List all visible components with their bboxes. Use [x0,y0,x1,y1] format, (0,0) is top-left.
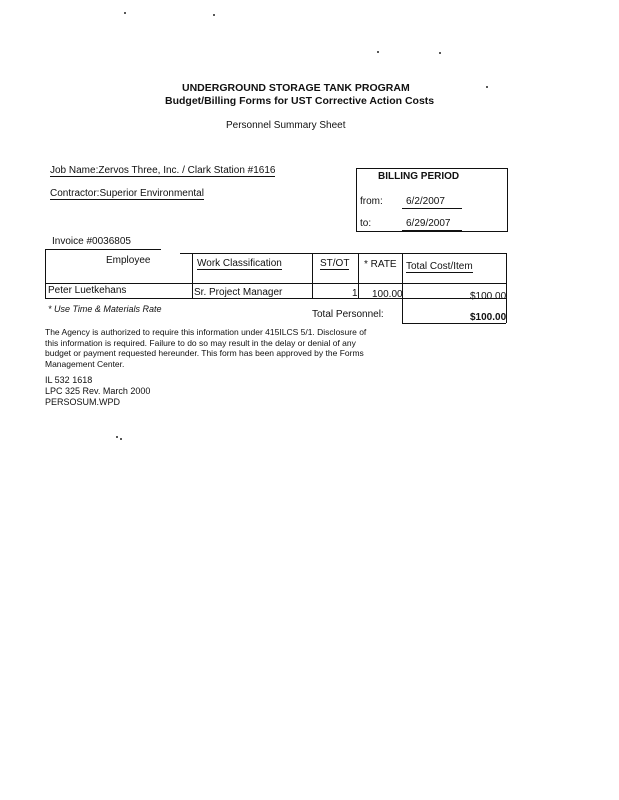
row-employee: Peter Luetkehans [48,285,127,296]
billing-to-value: 6/29/2007 [406,218,451,229]
contractor-value: Superior Environmental [99,188,204,199]
scan-speck [377,51,379,53]
row-work-classification: Sr. Project Manager [194,287,283,298]
form-code: IL 532 1618 [45,375,93,385]
scan-speck [486,86,488,88]
job-name-value: Zervos Three, Inc. / Clark Station #1616 [98,165,276,176]
billing-to-label: to: [360,218,372,229]
row-st-ot: 1 [352,288,358,299]
header-work-classification: Work Classification [197,258,282,269]
invoice-number [52,236,131,247]
total-personnel-value: $100.00 [470,312,507,323]
table-header-bottom [45,283,506,284]
sheet-title: Personnel Summary Sheet [226,120,346,131]
rate-footnote: * Use Time & Materials Rate [48,304,162,314]
total-personnel-label: Total Personnel: [312,309,384,320]
header-employee: Employee [106,255,151,266]
invoice-value: 0036805 [92,236,131,247]
form-subtitle: Budget/Billing Forms for UST Corrective Action Costs [165,95,435,107]
scan-speck [213,14,215,16]
job-name-label: Job Name: [50,165,99,176]
billing-from-label: from: [360,196,383,207]
contractor-label: Contractor: [50,188,100,199]
header-st-ot: ST/OT [320,258,350,269]
header-total-cost: Total Cost/Item [406,261,473,272]
invoice-label: Invoice # [52,236,93,247]
scan-speck [120,438,122,440]
scan-speck [116,436,118,438]
contractor-row [50,188,204,199]
header-rate: * RATE [364,259,397,270]
table-row-bottom [45,298,506,299]
billing-from-value: 6/2/2007 [406,196,445,207]
scan-speck [439,52,441,54]
form-file: PERSOSUM.WPD [45,397,121,407]
row-total-cost: $100.00 [470,291,507,302]
form-revision: LPC 325 Rev. March 2000 [45,386,151,396]
program-title: UNDERGROUND STORAGE TANK PROGRAM [182,82,410,94]
job-name-row [50,165,275,176]
authorization-notice: The Agency is authorized to require this information under 415ILCS 5/1. Disclosure of this information is required. Failure to do so may result in the delay or denial of any budget or payment requested hereunder. This form has been approved by the Forms Management Center. [45,327,367,369]
table-top-border [45,249,161,250]
billing-period-title: BILLING PERIOD [378,171,460,182]
scan-speck [124,12,126,14]
row-rate: 100.00 [372,289,403,300]
